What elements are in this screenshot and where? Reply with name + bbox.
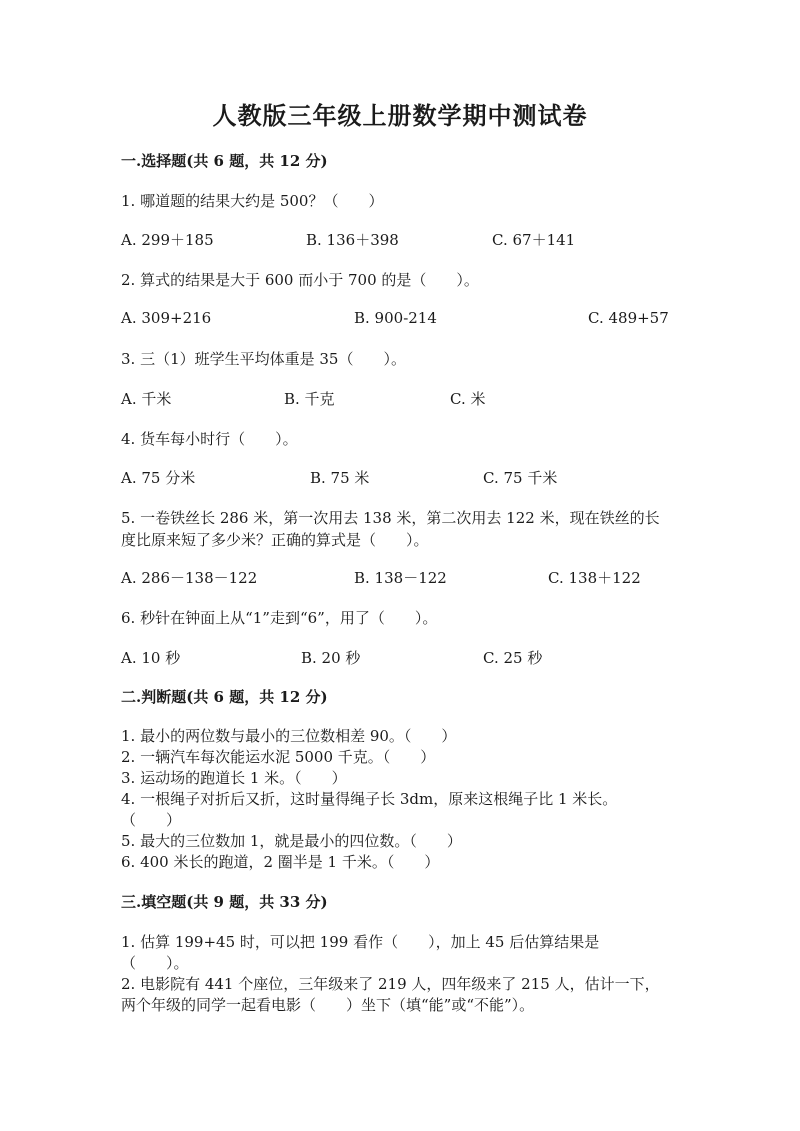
fill-item-2-line-1: 2. 电影院有 441 个座位，三年级来了 219 人，四年级来了 215 人，估计一下，: [121, 975, 660, 993]
fill-item-2-line-2: 两个年级的同学一起看电影（ ）坐下（填“能”或“不能”）。: [121, 996, 535, 1014]
judgment-item-4: 4. 一根绳子对折后又折，这时量得绳子长 3dm，原来这根绳子比 1 米长。: [121, 790, 618, 808]
q3-option-a: A. 千米: [121, 390, 172, 408]
q5-option-a: A. 286－138－122: [121, 569, 258, 587]
q3-option-b: B. 千克: [284, 390, 335, 408]
q2-option-c: C. 489+57: [588, 309, 669, 327]
judgment-item-5: 5. 最大的三位数加 1，就是最小的四位数。（ ）: [121, 832, 462, 850]
q4-option-b: B. 75 米: [310, 469, 370, 487]
q4-option-c: C. 75 千米: [483, 469, 558, 487]
question-5-line-2: 度比原来短了多少米？正确的算式是（ ）。: [121, 531, 429, 549]
question-4: 4. 货车每小时行（ ）。: [121, 430, 298, 448]
q1-option-b: B. 136＋398: [306, 231, 399, 249]
question-1: 1. 哪道题的结果大约是 500？（ ）: [121, 192, 384, 210]
question-5-line-1: 5. 一卷铁丝长 286 米，第一次用去 138 米，第二次用去 122 米，现在铁丝的长: [121, 509, 660, 527]
judgment-item-3: 3. 运动场的跑道长 1 米。（ ）: [121, 769, 347, 787]
judgment-item-1: 1. 最小的两位数与最小的三位数相差 90。（ ）: [121, 727, 457, 745]
judgment-item-2: 2. 一辆汽车每次能运水泥 5000 千克。（ ）: [121, 748, 436, 766]
question-6: 6. 秒针在钟面上从“1”走到“6”，用了（ ）。: [121, 609, 438, 627]
q5-option-c: C. 138＋122: [548, 569, 641, 587]
q3-option-c: C. 米: [450, 390, 486, 408]
fill-item-1-line-1: 1. 估算 199+45 时，可以把 199 看作（ ），加上 45 后估算结果是: [121, 933, 600, 951]
q6-option-a: A. 10 秒: [121, 649, 181, 667]
q6-option-c: C. 25 秒: [483, 649, 543, 667]
q2-option-b: B. 900-214: [354, 309, 437, 327]
fill-item-1-line-2: （ ）。: [121, 954, 189, 972]
section-heading-fill-in: 三.填空题(共 9 题，共 33 分): [121, 893, 328, 911]
q2-option-a: A. 309+216: [121, 309, 212, 327]
q4-option-a: A. 75 分米: [121, 469, 196, 487]
judgment-item-6: 6. 400 米长的跑道，2 圈半是 1 千米。（ ）: [121, 853, 440, 871]
q5-option-b: B. 138－122: [354, 569, 447, 587]
section-heading-choice: 一.选择题(共 6 题，共 12 分): [121, 152, 328, 170]
q1-option-a: A. 299＋185: [121, 231, 214, 249]
question-2: 2. 算式的结果是大于 600 而小于 700 的是（ ）。: [121, 271, 479, 289]
section-heading-judgment: 二.判断题(共 6 题，共 12 分): [121, 688, 328, 706]
judgment-item-4-bracket: （ ）: [121, 811, 182, 829]
page-title: 人教版三年级上册数学期中测试卷: [212, 101, 588, 130]
question-3: 3. 三（1）班学生平均体重是 35（ ）。: [121, 350, 406, 368]
q1-option-c: C. 67＋141: [492, 231, 576, 249]
q6-option-b: B. 20 秒: [301, 649, 361, 667]
